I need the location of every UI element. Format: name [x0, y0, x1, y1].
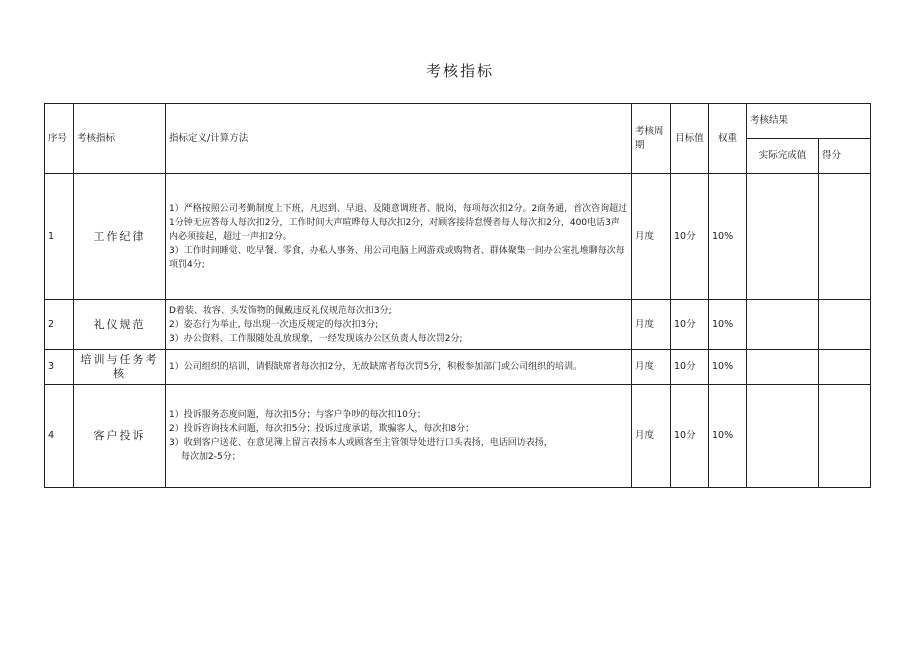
- header-definition: 指标定义/计算方法: [166, 104, 632, 174]
- header-result: 考核结果: [747, 104, 871, 139]
- row-seq: 1: [45, 174, 74, 300]
- definition-line: 1）公司组织的培训，请假缺席者每次扣2分，无故缺席者每次罚5分，积极参加部门或公司组织的培训。: [169, 362, 583, 372]
- row-seq: 4: [45, 385, 74, 488]
- row-actual[interactable]: [747, 350, 819, 385]
- page-title: 考核指标: [425, 62, 494, 80]
- row-period: 月度: [632, 300, 671, 350]
- row-seq: 2: [45, 300, 74, 350]
- header-period: 考核周期: [632, 104, 671, 174]
- row-indicator: 礼仪规范: [74, 300, 166, 350]
- row-actual[interactable]: [747, 385, 819, 488]
- row-score[interactable]: [819, 174, 871, 300]
- header-row: [45, 104, 871, 139]
- row-weight: 10%: [709, 350, 747, 385]
- row-weight: 10%: [709, 300, 747, 350]
- table-row: [45, 350, 871, 385]
- row-weight: 10%: [709, 385, 747, 488]
- row-period: 月度: [632, 350, 671, 385]
- row-weight: 10%: [709, 174, 747, 300]
- row-score[interactable]: [819, 350, 871, 385]
- row-actual[interactable]: [747, 300, 819, 350]
- row-indicator: 培训与任务考核: [74, 350, 166, 385]
- row-definition: [166, 300, 632, 350]
- header-seq: 序号: [45, 104, 74, 174]
- row-definition: [166, 385, 632, 488]
- definition-line: 2）投诉咨询技术问题，每次扣5分；投诉过度承诺，欺骗客人，每次扣8分；: [169, 424, 475, 434]
- kpi-table: [44, 103, 871, 488]
- row-definition: [166, 350, 632, 385]
- definition-line: 2）姿态行为举止, 每出现一次违反规定的每次扣3分;: [169, 319, 379, 330]
- header-weight: 权重: [709, 104, 747, 174]
- row-period: 月度: [632, 385, 671, 488]
- definition-line: 1）投诉服务态度问题，每次扣5分；与客户争吵的每次扣10分；: [169, 410, 426, 420]
- definition-line: 1）严格按照公司考勤制度上下班，凡迟到、早退、及随意调班者、脱岗，每项每次扣2分。2商务通，首次咨询超过1分钟无应答每人每次扣2分，工作时间大声喧哗每人每次扣2分，对顾客接待怠慢者每人每次扣2分，400电话3声内必须接起，超过一声扣2分。: [169, 203, 628, 242]
- header-actual: 实际完成值: [747, 139, 819, 174]
- definition-line: 每次加2-5分；: [181, 452, 241, 462]
- header-indicator: 考核指标: [74, 104, 166, 174]
- row-target: 10分: [671, 350, 709, 385]
- row-period: 月度: [632, 174, 671, 300]
- definition-line: D着装、妆容、头发饰物的佩戴违反礼仪规范每次扣3分;: [169, 305, 392, 316]
- row-score[interactable]: [819, 385, 871, 488]
- row-indicator: 客户投诉: [74, 385, 166, 488]
- row-actual[interactable]: [747, 174, 819, 300]
- table-row: [45, 174, 871, 300]
- row-target: 10分: [671, 385, 709, 488]
- definition-line: 3）工作时间睡觉、吃早餐、零食，办私人事务、用公司电脑上网游戏或购物者、群体聚集一间办公室扎堆聊每次每项罚4分;: [169, 245, 625, 270]
- row-indicator: 工作纪律: [74, 174, 166, 300]
- row-seq: 3: [45, 350, 74, 385]
- definition-line: 3）办公资料、工作服随处乱放现象，一经发现该办公区负责人每次罚2分;: [169, 333, 463, 344]
- table-row: [45, 385, 871, 488]
- row-score[interactable]: [819, 300, 871, 350]
- header-score: 得分: [819, 139, 871, 174]
- row-definition: [166, 174, 632, 300]
- table-row: [45, 300, 871, 350]
- definition-line: 3）收到客户送花、在意见簿上留言表扬本人或顾客至主管领导处进行口头表扬，电话回访表扬，: [169, 438, 553, 448]
- row-target: 10分: [671, 300, 709, 350]
- row-target: 10分: [671, 174, 709, 300]
- header-target: 目标值: [671, 104, 709, 174]
